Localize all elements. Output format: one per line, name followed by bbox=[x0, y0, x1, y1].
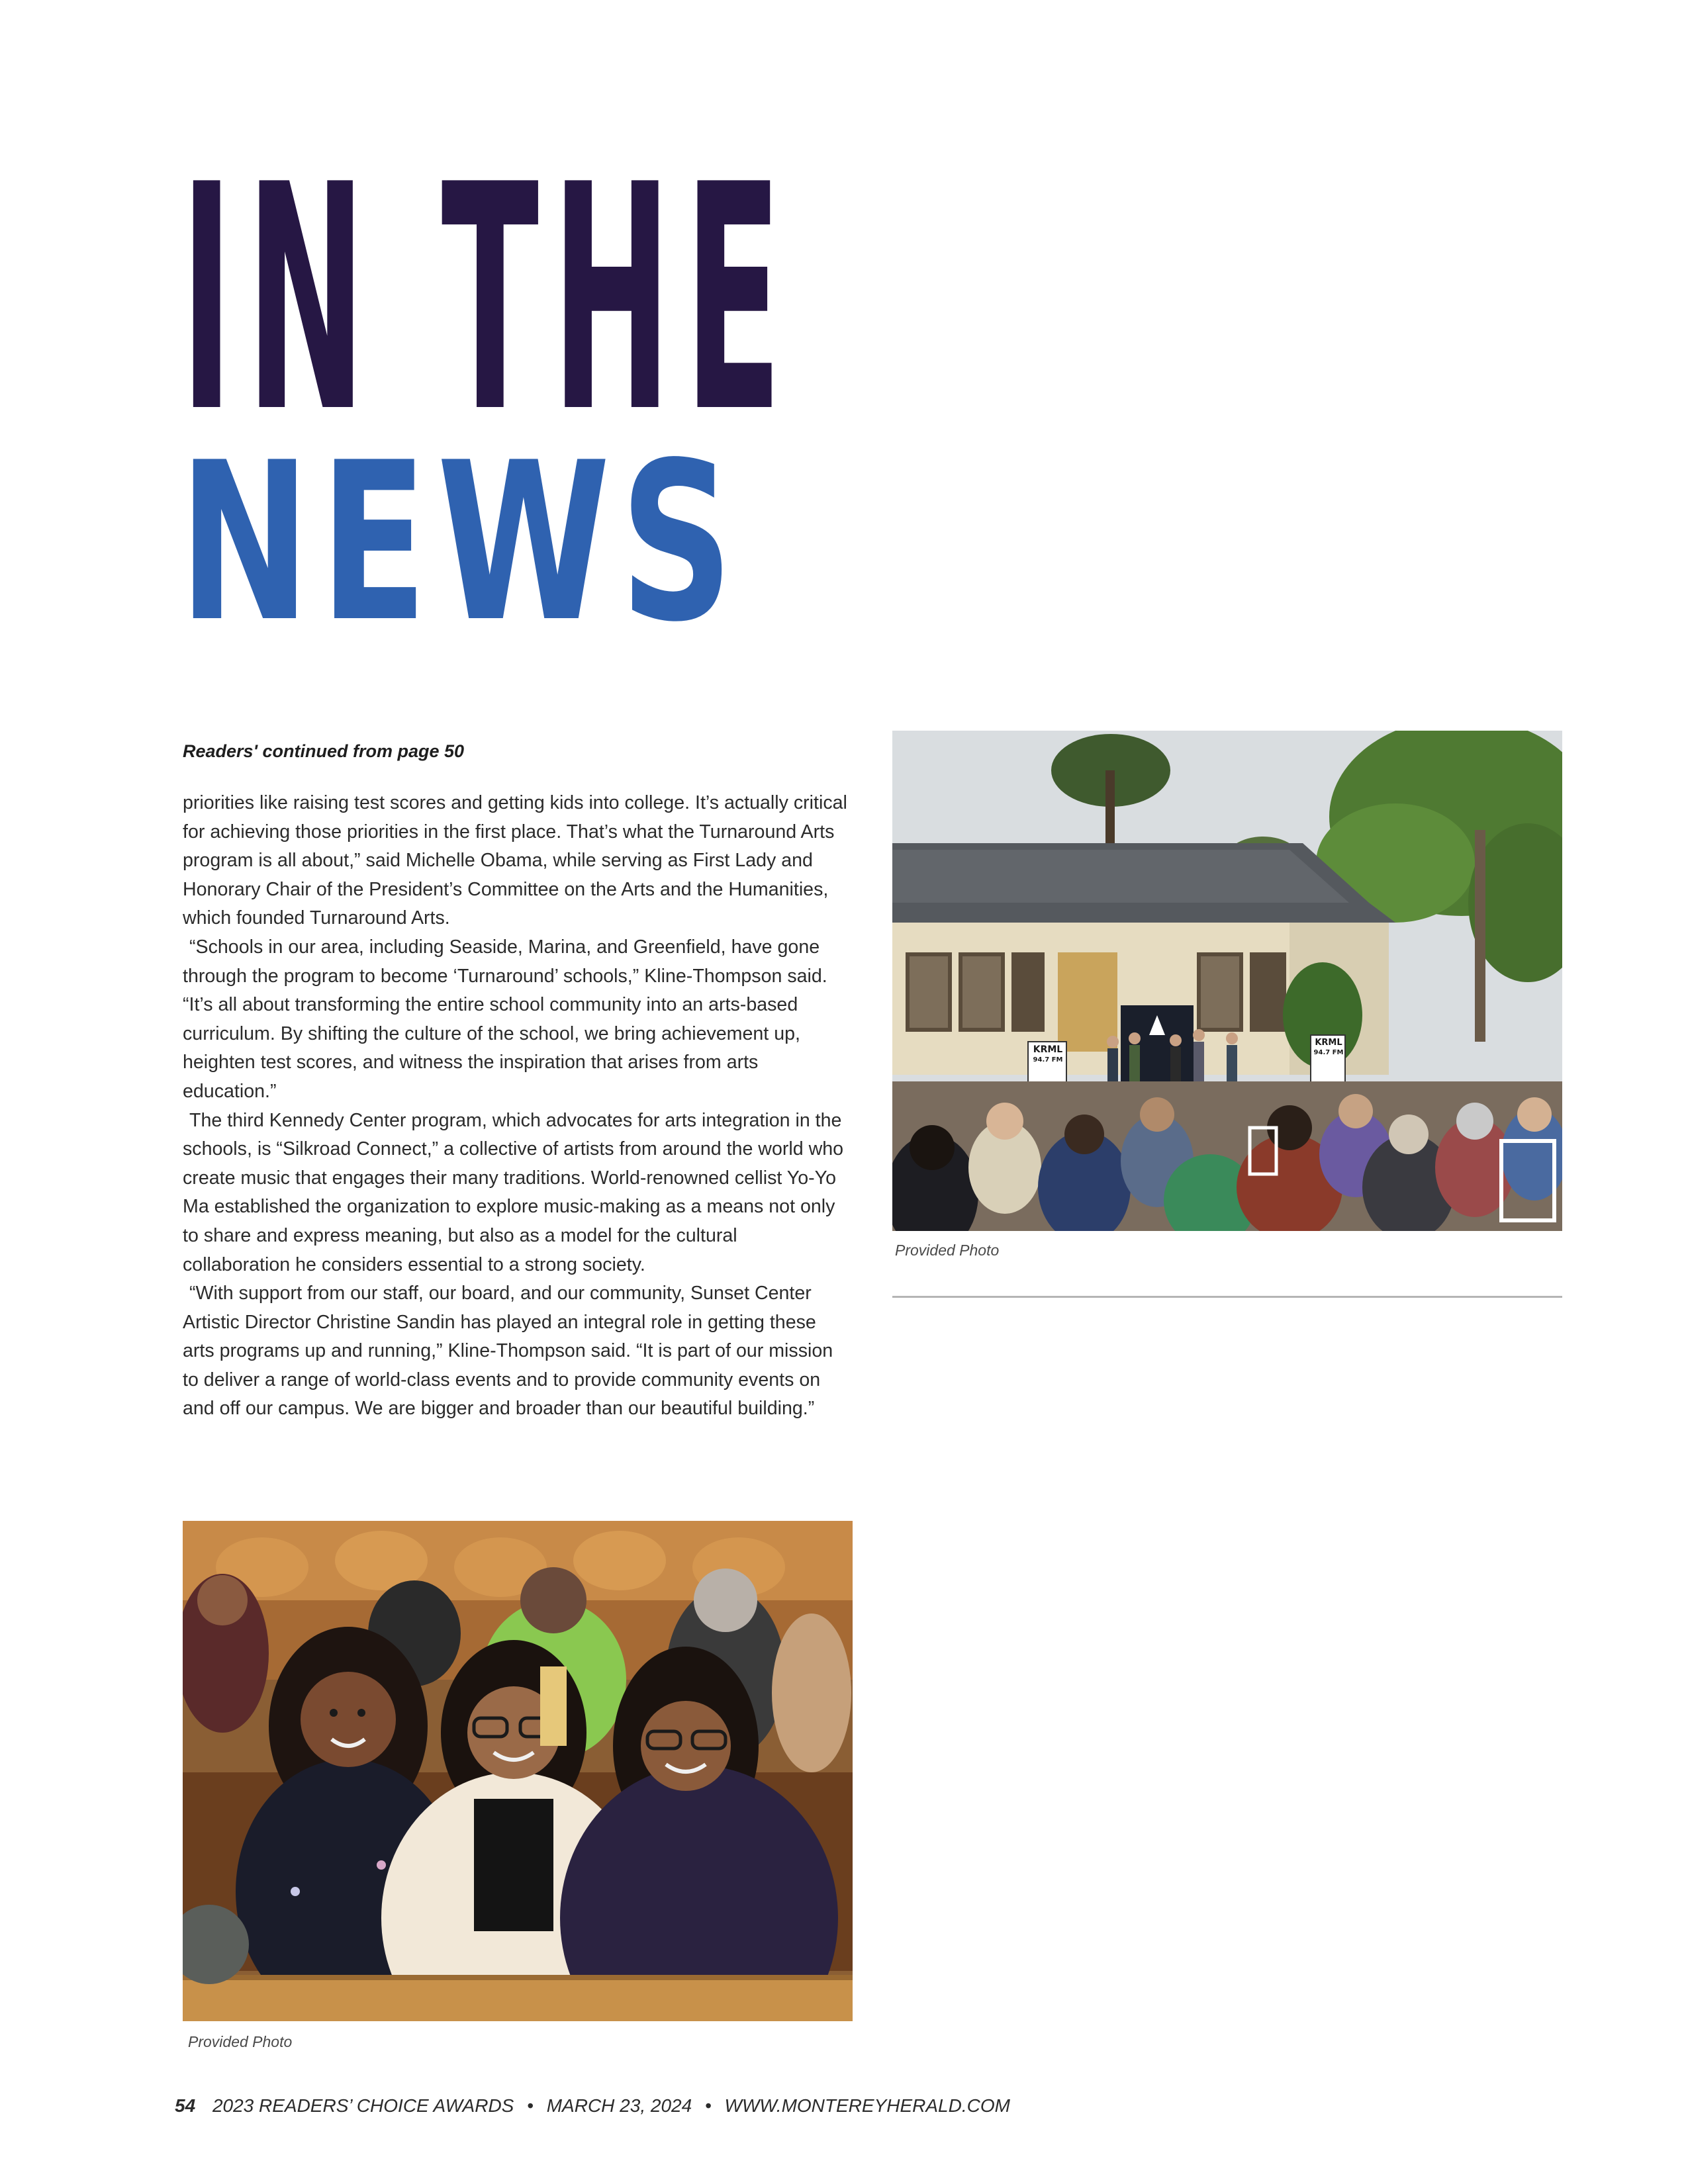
footer-date: MARCH 23, 2024 bbox=[546, 2095, 692, 2116]
radio-banner-left bbox=[1030, 1044, 1066, 1066]
article-paragraph: priorities like raising test scores and getting kids into college. It’s actually critical for achieving those priorities in the first place. That’s what the Turnaround Arts program is all about,” said Michelle Obama, while serving as First Lady and Honorary Chair of the President’s Committee on the Arts and the Humanities, which founded Turnaround Arts. bbox=[183, 792, 847, 929]
radio-banner-right-sub: 94.7 FM bbox=[1313, 1049, 1344, 1056]
footer-separator: • bbox=[527, 2095, 534, 2116]
masthead-in-the bbox=[180, 118, 1517, 480]
page-footer bbox=[175, 2095, 1010, 2116]
photo-caption-top: Provided Photo bbox=[895, 1242, 1000, 1259]
radio-banner-left-label: KRML bbox=[1033, 1044, 1063, 1055]
masthead-line1-text: IN THE bbox=[180, 118, 795, 480]
footer-separator: • bbox=[704, 2095, 712, 2116]
radio-banner-left-sub: 94.7 FM bbox=[1033, 1056, 1063, 1064]
radio-banner-right-label: KRML bbox=[1315, 1038, 1342, 1048]
divider-rule bbox=[892, 1296, 1562, 1298]
footer-publication: 2023 READERS’ CHOICE AWARDS bbox=[212, 2095, 514, 2116]
outdoor-concert-photo bbox=[892, 731, 1562, 1231]
article-paragraph: The third Kennedy Center program, which advocates for arts integration in the schools, is “Silkroad Connect,” a collective of artists from around the world who create music that engages their many traditions. World-renowned cellist Yo-Yo Ma established the organization to explore music-making as a means not only to share and express meaning, but also as a model for the cultural collaboration he considers essential to a strong society. bbox=[183, 1109, 844, 1275]
continued-from-line: Readers' continued from page 50 bbox=[183, 741, 465, 761]
article-paragraph: “With support from our staff, our board, and our community, Sunset Center Artistic Director Christine Sandin has played an integral role in getting these arts programs up and running,” Kline-Thompson said. “It is part of our mission to deliver a range of world-class events and to provide community events on and off our campus. We are bigger and broader than our beautiful building.” bbox=[183, 1283, 833, 1420]
masthead-line2-text: NEWS bbox=[179, 416, 743, 670]
page-number: 54 bbox=[175, 2095, 196, 2116]
students-auditorium-photo bbox=[183, 1521, 853, 2021]
footer-website: WWW.MONTEREYHERALD.COM bbox=[724, 2095, 1010, 2116]
radio-banner-right bbox=[1312, 1038, 1345, 1058]
article-body bbox=[183, 789, 849, 1424]
article-paragraph: “Schools in our area, including Seaside, Marina, and Greenfield, have gone through the program to become ‘Turnaround’ schools,” Kline-Thompson said. “It’s all about transforming the entire school community into an arts-based curriculum. By shifting the culture of the school, we bring achievement up, heighten test scores, and witness the inspiration that arises from arts education.” bbox=[183, 936, 827, 1102]
masthead-news bbox=[179, 416, 962, 670]
photo-caption-bottom: Provided Photo bbox=[188, 2033, 293, 2050]
